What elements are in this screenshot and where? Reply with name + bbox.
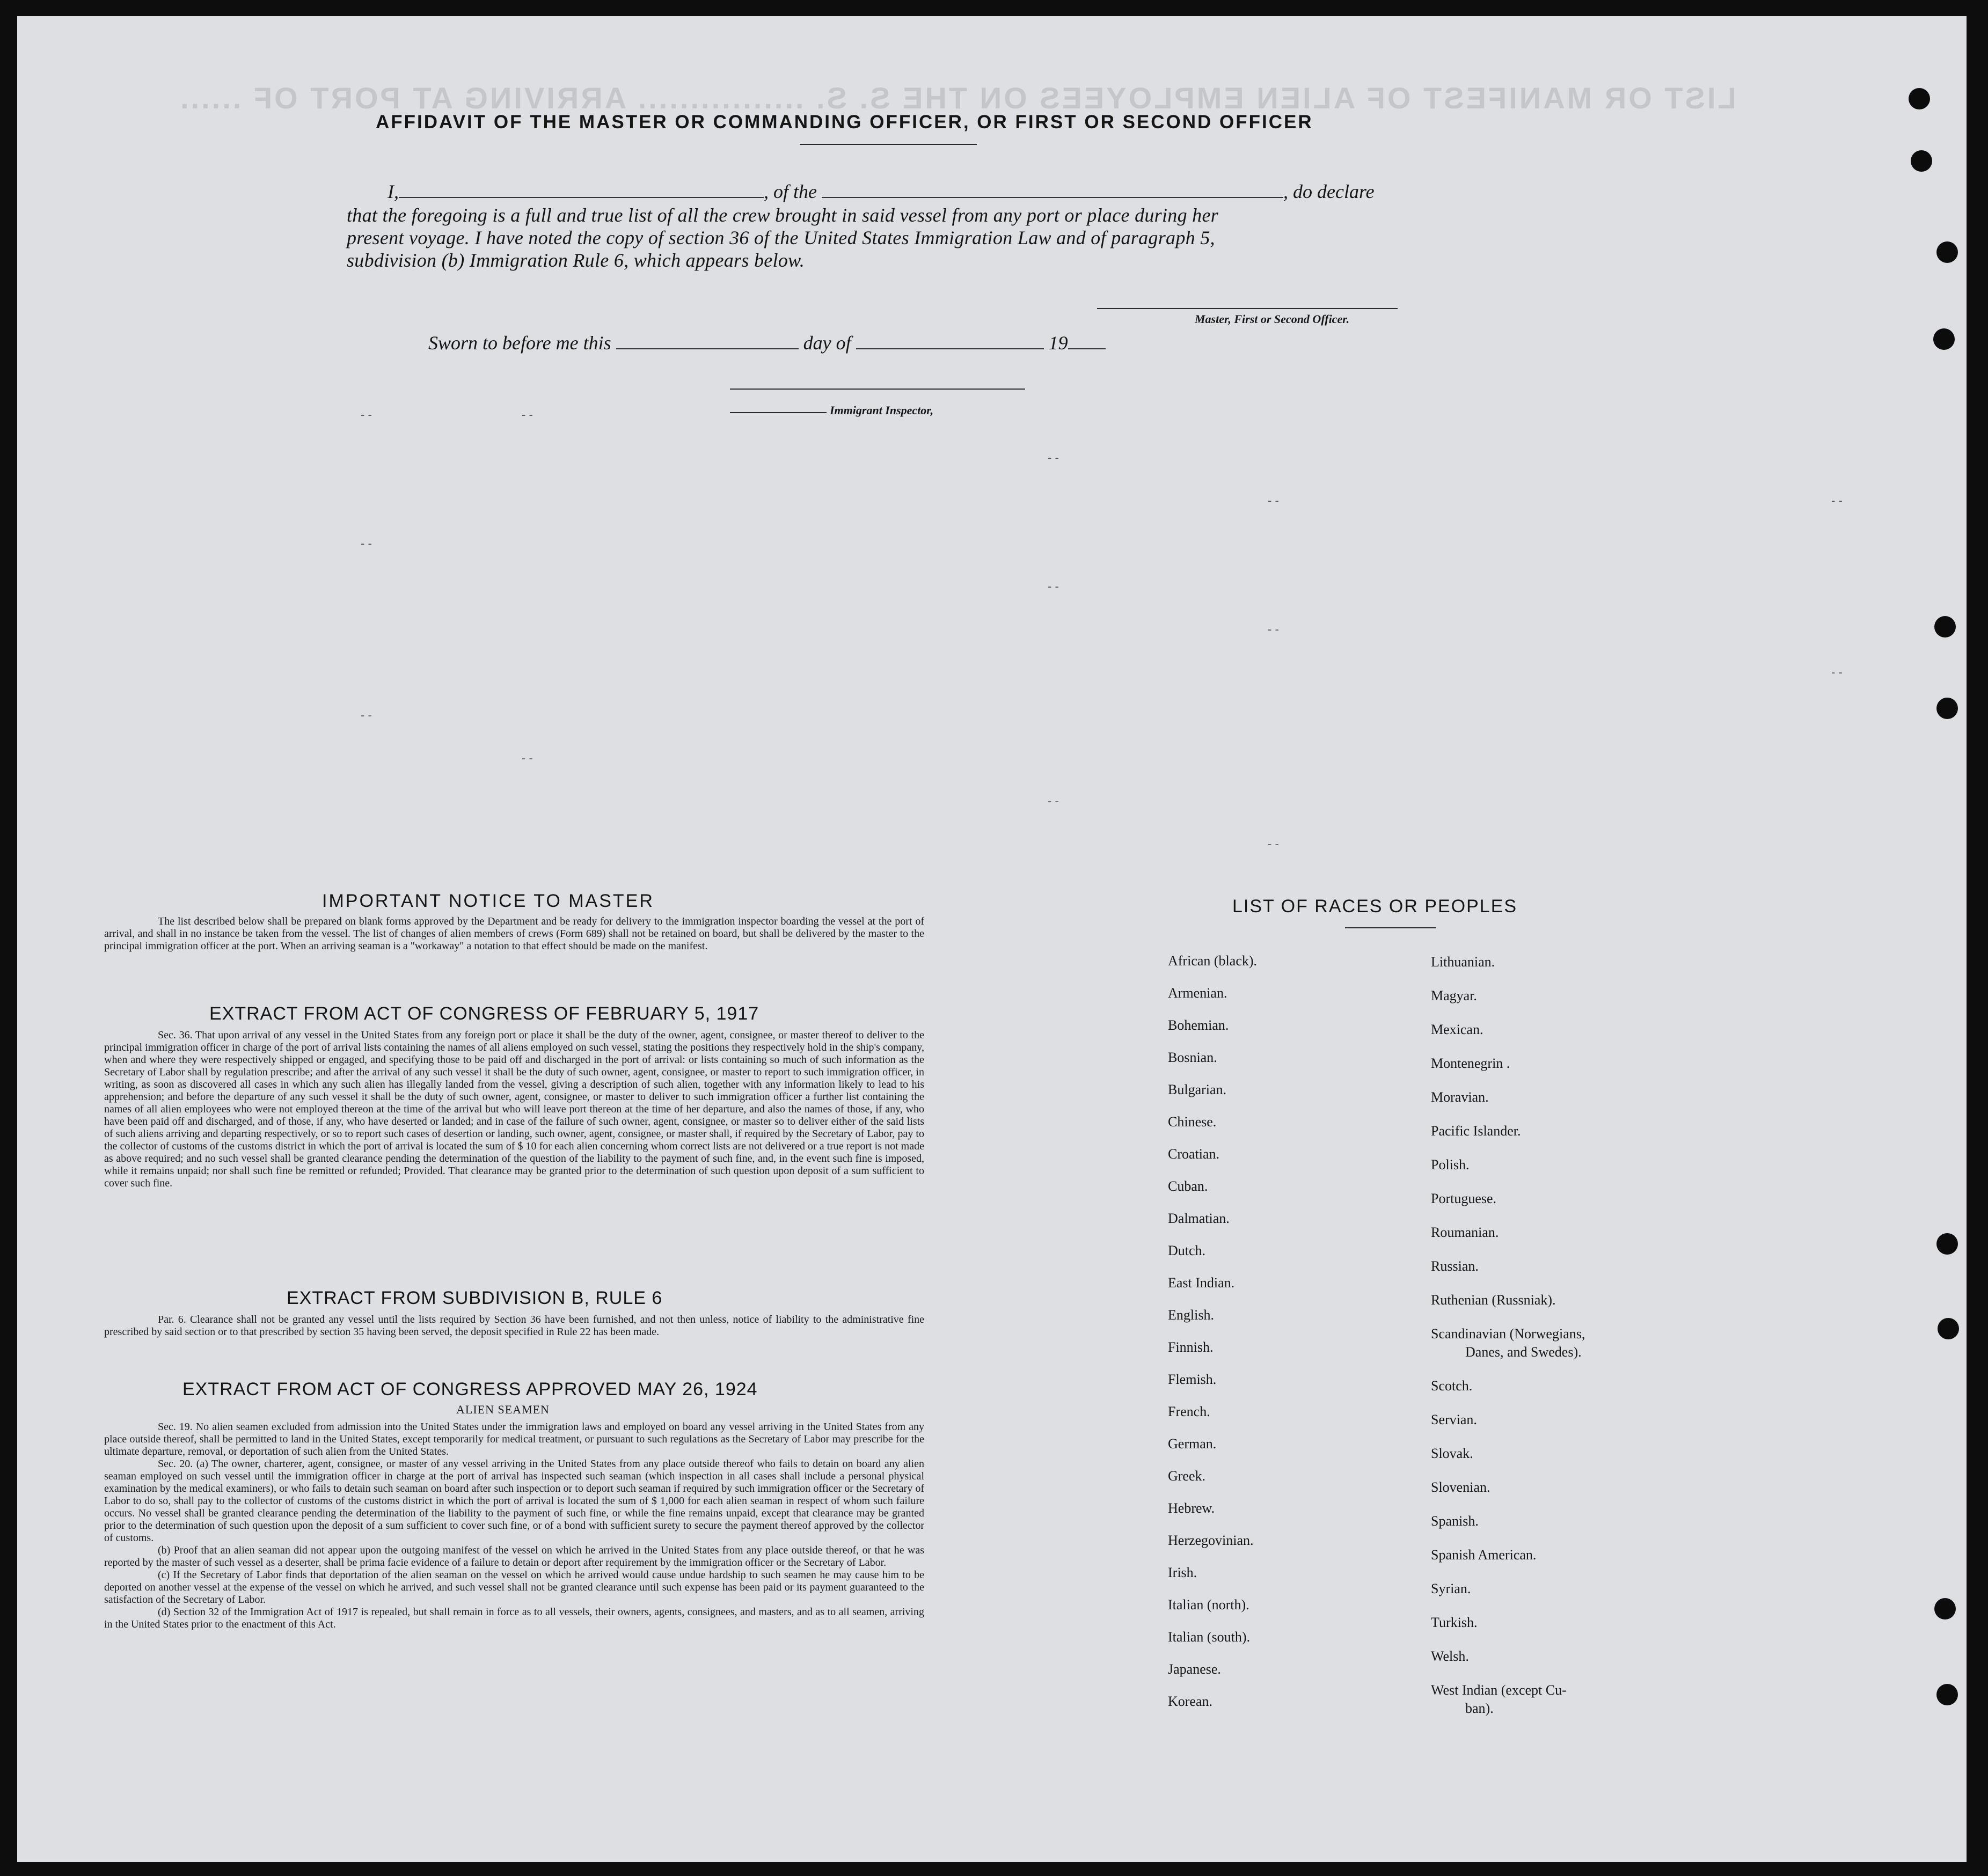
race-item: French.: [1168, 1404, 1210, 1419]
punch-hole: [1934, 1598, 1956, 1619]
race-item: Ruthenian (Russniak).: [1431, 1292, 1556, 1308]
extract-1917-body: Sec. 36. That upon arrival of any vessel in the United States from any foreign port or place it shall be the duty of the owner, agent, consignee, or master thereof to deliver to the principal immigration officer in charge of the port of arrival lists containing the names of all aliens employed on such vessel, stating the positions they respectively hold in the ship's company, when and where they were respectively shipped or engaged, and specifying those to be paid off and discharged in the port of arrival: or lists containing so much of such information as the Secretary of Labor shall by regulation prescribe; and after the arrival of any such vessel it shall be the duty of such owner, agent, consignee, or master to report to such immigration officer, in writing, as soon as discovered all cases in which any such alien has illegally landed from the vessel, giving a description of such alien, together with any information likely to lead to his apprehension; and before the departure of any such vessel it shall be the duty of such owner, agent, consignee, or master to deliver to such immigration officer a further list containing the names of all alien employees who were not employed thereon at the time of the arrival but who will leave port thereon at the time of her departure, and also the names of those, if any, who have been paid off and discharged, and of those, if any, who have deserted or landed; and in case of the failure of such owner, agent, consignee, or master so to deliver either of the said lists of such aliens arriving and departing respectively, or so to report such cases of desertion or landing, such owner, agent, consignee, or master shall, if required by the Secretary of Labor, pay to the collector of customs of the customs district in which the port of arrival is located the sum of $ 10 for each alien concerning whom correct lists are not delivered or a true report is not made as above required; and no such vessel shall be granted clearance pending the determination of the question of the liability to the payment of such fine, and, in the event such fine is imposed, while it remains unpaid; nor shall such fine be remitted or refunded; Provided. That clearance may be granted prior to the determination of such question upon deposit of a sum sufficient to cover such fine.: [104, 1029, 924, 1189]
notice-title: IMPORTANT NOTICE TO MASTER: [322, 891, 654, 911]
race-item: Flemish.: [1168, 1372, 1217, 1387]
races-title: LIST OF RACES OR PEOPLES: [1232, 896, 1518, 917]
race-item: Chinese.: [1168, 1114, 1217, 1130]
ruling-dash: - -: [1268, 837, 1279, 851]
ruling-dash: - -: [1268, 494, 1279, 507]
year-label: 19: [1048, 332, 1068, 354]
race-item: Montenegrin .: [1431, 1056, 1510, 1071]
race-item: Dalmatian.: [1168, 1211, 1230, 1226]
race-item: Lithuanian.: [1431, 954, 1495, 970]
ruling-dash: - -: [1268, 622, 1279, 636]
race-item: ban).: [1465, 1701, 1494, 1716]
extract-1924-title: EXTRACT FROM ACT OF CONGRESS APPROVED MAY 26, 1924: [182, 1379, 758, 1399]
name-blank[interactable]: [399, 197, 764, 198]
race-item: Bulgarian.: [1168, 1082, 1227, 1097]
ruling-dash: - -: [1048, 451, 1059, 464]
race-item: Slovenian.: [1431, 1479, 1490, 1495]
ruling-dash: - -: [522, 751, 533, 765]
race-item: Scandinavian (Norwegians,: [1431, 1326, 1585, 1342]
race-item: Welsh.: [1431, 1648, 1469, 1664]
affidavit-declaration-line: [388, 180, 1375, 203]
ruling-dash: - -: [361, 408, 372, 421]
punch-hole: [1936, 241, 1958, 263]
race-item: Italian (north).: [1168, 1597, 1249, 1613]
race-item: Moravian.: [1431, 1089, 1489, 1105]
race-item: Irish.: [1168, 1565, 1197, 1580]
race-item: East Indian.: [1168, 1275, 1235, 1291]
immigrant-inspector-label: Immigrant Inspector,: [830, 404, 934, 417]
race-item: African (black).: [1168, 953, 1258, 969]
race-item: Danes, and Swedes).: [1465, 1344, 1582, 1360]
of-the-label: , of the: [764, 181, 817, 202]
do-declare-label: , do declare: [1283, 181, 1375, 202]
race-item: Polish.: [1431, 1157, 1470, 1172]
race-item: Cuban.: [1168, 1178, 1208, 1194]
ruling-dash: - -: [1831, 494, 1843, 507]
race-item: Italian (south).: [1168, 1629, 1251, 1645]
sworn-day-blank[interactable]: [616, 348, 799, 349]
race-item: Russian.: [1431, 1258, 1479, 1274]
ruling-dash: - -: [522, 408, 533, 421]
race-item: Turkish.: [1431, 1615, 1478, 1630]
inspector-signature-line[interactable]: [730, 389, 1025, 390]
race-item: Finnish.: [1168, 1339, 1214, 1355]
affidavit-title: AFFIDAVIT OF THE MASTER OR COMMANDING OFFICER, OR FIRST OR SECOND OFFICER: [376, 112, 1313, 133]
document-page: [17, 16, 1967, 1862]
ruling-dash: - -: [1831, 665, 1843, 679]
race-item: Armenian.: [1168, 985, 1227, 1001]
race-item: Croatian.: [1168, 1146, 1220, 1162]
extract-rule6-title: EXTRACT FROM SUBDIVISION B, RULE 6: [287, 1288, 663, 1308]
extract-1917-title: EXTRACT FROM ACT OF CONGRESS OF FEBRUARY 5, 1917: [209, 1003, 759, 1024]
race-item: Hebrew.: [1168, 1500, 1215, 1516]
extract-1924-body: [104, 1421, 924, 1631]
affidavit-line-2: present voyage. I have noted the copy of section 36 of the United States Immigration Law and of paragraph 5,: [347, 227, 1215, 248]
alien-seamen-subtitle: ALIEN SEAMEN: [456, 1403, 550, 1416]
punch-hole: [1936, 1684, 1958, 1705]
sworn-year-blank[interactable]: [1068, 348, 1106, 349]
vessel-blank[interactable]: [822, 197, 1283, 198]
race-item: Magyar.: [1431, 988, 1477, 1003]
master-signature-label: Master, First or Second Officer.: [1195, 312, 1350, 326]
extract-rule6-body: Par. 6. Clearance shall not be granted any vessel until the lists required by Section 36 have been furnished, and not then unless, notice of liability to the administrative fine prescribed by said section or to that prescribed by section 35 having been served, the deposit specified in Rule 22 has been made.: [104, 1314, 924, 1338]
sworn-month-blank[interactable]: [856, 348, 1044, 349]
sec20d-text: (d) Section 32 of the Immigration Act of 1917 is repealed, but shall remain in force as to all vessels, their owners, agents, consignees, and masters, and as to all seamen, arriving in the United States prior to the enactment of this Act.: [104, 1606, 924, 1630]
race-item: West Indian (except Cu-: [1431, 1682, 1567, 1698]
punch-hole: [1911, 150, 1932, 172]
sworn-line: [428, 332, 1106, 354]
race-item: Korean.: [1168, 1694, 1213, 1709]
punch-hole: [1934, 616, 1956, 637]
notice-body: The list described below shall be prepared on blank forms approved by the Department and be ready for delivery to the immigration inspector boarding the vessel at the port of arrival, and shall in no instance be taken from the vessel. The list of changes of alien members of crews (Form 689) shall not be retained on board, but shall be delivered by the master to the principal immigration officer at the port. When an arriving seaman is a "workaway" a notation to that effect should be made on the manifest.: [104, 915, 924, 952]
sec20c-text: (c) If the Secretary of Labor finds that deportation of the alien seaman on the vessel on which he arrived would cause undue hardship to such seamen he may cause him to be deported on another vessel at the expense of the vessel on which he arrived, and such vessel shall not be granted clearance until such expense has been paid or its payment guaranteed to the satisfaction of the Secretary of Labor.: [104, 1569, 924, 1606]
punch-hole: [1933, 328, 1955, 350]
race-item: Bohemian.: [1168, 1017, 1229, 1033]
races-title-underline: [1345, 927, 1436, 928]
race-item: Mexican.: [1431, 1022, 1483, 1037]
sec20b-text: (b) Proof that an alien seaman did not appear upon the outgoing manifest of the vessel on which he arrived in the United States from any place outside thereof, or that he was reported by the master of such vessel as a deserter, shall be prima facie evidence of a failure to detain or deport after requirement by the immigration officer or the Secretary of Labor.: [104, 1544, 924, 1569]
ruling-dash: - -: [361, 537, 372, 550]
ruling-dash: - -: [1048, 794, 1059, 808]
ruling-dash: - -: [361, 708, 372, 722]
race-item: Japanese.: [1168, 1661, 1221, 1677]
race-item: Greek.: [1168, 1468, 1206, 1484]
affidavit-line-3: subdivision (b) Immigration Rule 6, which appears below.: [347, 250, 805, 271]
sec20a-text: Sec. 20. (a) The owner, charterer, agent, consignee, or master of any vessel arriving in the United States from any place outside thereof who fails to detain on board any alien seaman employed on such vessel until the immigration officer in charge at the port of arrival has inspected such seaman (which inspection in all cases shall include a personal physical examination by the medical examiners), or who fails to detain such seaman on board after such inspection or to deport such seaman if required by such immigration officer or the Secretary of Labor to do so, shall pay to the collector of customs of the customs district in which the port of arrival is located the sum of $ 1,000 for each alien seaman in respect of whom such failure occurs. No vessel shall be granted clearance pending the determination of the liability to the payment of such fine, or while the fine remains unpaid, except that clearance may be granted prior to the determination of such question upon the deposit of a sum sufficient to cover such fine, or of a bond with sufficient surety to secure the payment thereof approved by the collector of customs.: [104, 1458, 924, 1544]
punch-hole: [1936, 698, 1958, 719]
race-item: Pacific Islander.: [1431, 1123, 1521, 1139]
punch-hole: [1938, 1318, 1959, 1339]
punch-hole: [1936, 1233, 1958, 1255]
race-item: Slovak.: [1431, 1446, 1473, 1461]
race-item: German.: [1168, 1436, 1217, 1452]
race-item: Scotch.: [1431, 1378, 1473, 1394]
i-label: I,: [388, 181, 399, 202]
race-item: Herzegovinian.: [1168, 1533, 1254, 1548]
inspector-line-left: [730, 412, 827, 413]
title-underline: [800, 144, 977, 145]
punch-hole: [1909, 88, 1930, 109]
sec19-text: Sec. 19. No alien seamen excluded from admission into the United States under the immigration laws and employed on board any vessel arriving in the United States from any place outside thereof, shall be permitted to land in the United States, except temporarily for medical treatment, or pursuant to such regulations as the Secretary of Labor may prescribe for the ultimate departure, removal, or deportation of such alien from the United States.: [104, 1421, 924, 1457]
ruling-dash: - -: [1048, 580, 1059, 593]
race-item: Spanish.: [1431, 1513, 1479, 1529]
race-item: Roumanian.: [1431, 1225, 1499, 1240]
signature-line[interactable]: [1097, 308, 1398, 309]
race-item: Syrian.: [1431, 1581, 1471, 1596]
day-of-label: day of: [803, 332, 851, 354]
race-item: English.: [1168, 1307, 1214, 1323]
race-item: Spanish American.: [1431, 1547, 1537, 1563]
race-item: Bosnian.: [1168, 1050, 1217, 1065]
affidavit-line-1: that the foregoing is a full and true list of all the crew brought in said vessel from any port or place during her: [347, 204, 1219, 226]
race-item: Portuguese.: [1431, 1191, 1497, 1206]
sworn-label: Sworn to before me this: [428, 332, 611, 354]
bleed-through-heading: LIST OR MANIFEST OF ALIEN EMPLOYEES ON THE S. S. ................ ARRIVING AT PORT OF ......: [178, 81, 1736, 115]
race-item: Servian.: [1431, 1412, 1477, 1427]
race-item: Dutch.: [1168, 1243, 1206, 1258]
